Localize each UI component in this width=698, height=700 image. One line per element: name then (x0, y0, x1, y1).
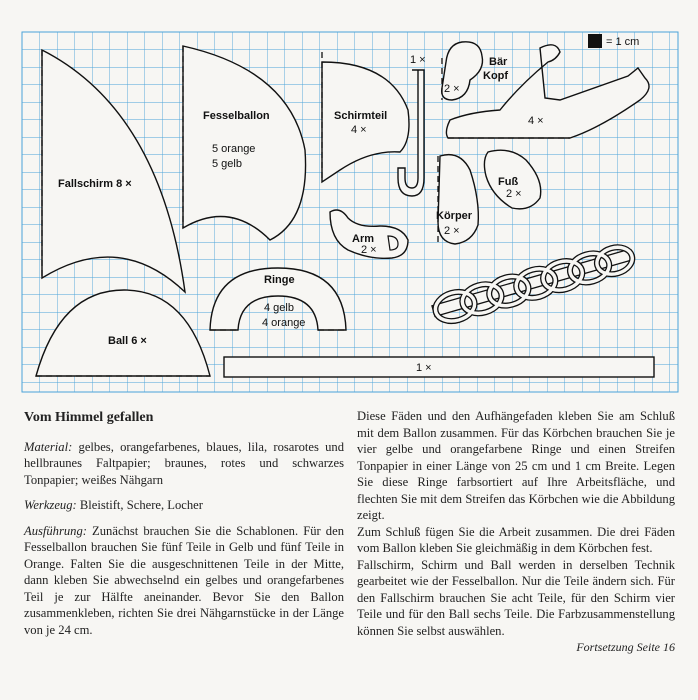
ringe-gelb: 4 gelb (264, 302, 294, 314)
kopf-count-a: 1 × (410, 54, 426, 66)
material-paragraph: Material: gelbes, orangefarbenes, blaues, lila, rosarotes und hellbraunes Faltpapier; braunes, rotes und schwarzes Tonpapier; weißes Nähgarn (24, 439, 344, 487)
article-title: Vom Himmel gefallen (24, 410, 154, 425)
ausfuehrung-paragraph: Ausführung: Zunächst brauchen Sie die Schablonen. Für den Fesselballon brauchen Sie fünf Teile in Gelb und fünf Teile in Orange. Falten Sie die ausgeschnittenen Teile in der Mitte, dann kleben Sie abwechselnd ein gelbes und orangefarbenes Teil je zur Hälfte aneinander. Bevor Sie den Ballon zusammenkleben, richten Sie drei Nähgarnstücke in der Länge von je 24 cm. (24, 523, 344, 637)
ball-label: Ball 6 × (108, 335, 147, 347)
left-column (24, 408, 344, 647)
werkzeug-paragraph: Werkzeug: Bleistift, Schere, Locher (24, 498, 203, 512)
fesselballon-gelb: 5 gelb (212, 158, 242, 170)
schirmteil-count: 4 × (351, 124, 367, 136)
arm-label: Arm (352, 233, 375, 245)
koerper-count: 2 × (444, 225, 460, 237)
kopf-count-b: 2 × (444, 83, 460, 95)
strip-template (224, 357, 654, 377)
scale-square (588, 34, 602, 48)
fesselballon-label: Fesselballon (203, 110, 270, 122)
right-paragraph-2: Zum Schluß fügen Sie die Arbeit zusammen. Die drei Fäden vom Ballon kleben Sie gleichmäßig in dem Körbchen fest. (357, 524, 675, 555)
strip-count: 1 × (416, 362, 432, 374)
fuss-count: 2 × (506, 188, 522, 200)
right-paragraph-1: Diese Fäden und den Aufhängefaden kleben Sie am Schluß mit dem Ballon zusammen. Für das Körbchen brauchen Sie je vier gelbe und orangefarbene Ringe und einen Streifen Tonpapier in einer Länge von 25 cm und 1 cm Breite. Legen Sie diese Ringe farbsortiert auf Ihre Arbeitsfläche, und flechten Sie mit dem Streifen das Körbchen wie die Abbildung zeigt. (357, 409, 675, 522)
kopf-label: Kopf (483, 70, 509, 82)
fesselballon-orange: 5 orange (212, 143, 256, 155)
scale-label: = 1 cm (606, 36, 640, 48)
right-paragraph-3: Fallschirm, Schirm und Ball werden in derselben Technik gearbeitet wie der Fesselballon. Nur die Teile ändern sich. Für den Fallschirm brauchen Sie acht Teile, für den Schirm vier Teile und für den Ball sechs Teile. Die Farbzusammenstellung können Sie selbst auswählen. (357, 557, 675, 638)
ringe-label: Ringe (264, 274, 295, 286)
right-column (357, 408, 675, 668)
continuation-note: Fortsetzung Seite 16 (576, 640, 675, 654)
fuss-label: Fuß (498, 176, 519, 188)
koerper-label: Körper (436, 210, 473, 222)
ringe-orange: 4 orange (262, 317, 306, 329)
body-count: 4 × (528, 115, 544, 127)
baer-label: Bär (489, 56, 508, 68)
schirmteil-label: Schirmteil (334, 110, 388, 122)
arm-count: 2 × (361, 244, 377, 256)
fallschirm-label: Fallschirm 8 × (58, 178, 132, 190)
